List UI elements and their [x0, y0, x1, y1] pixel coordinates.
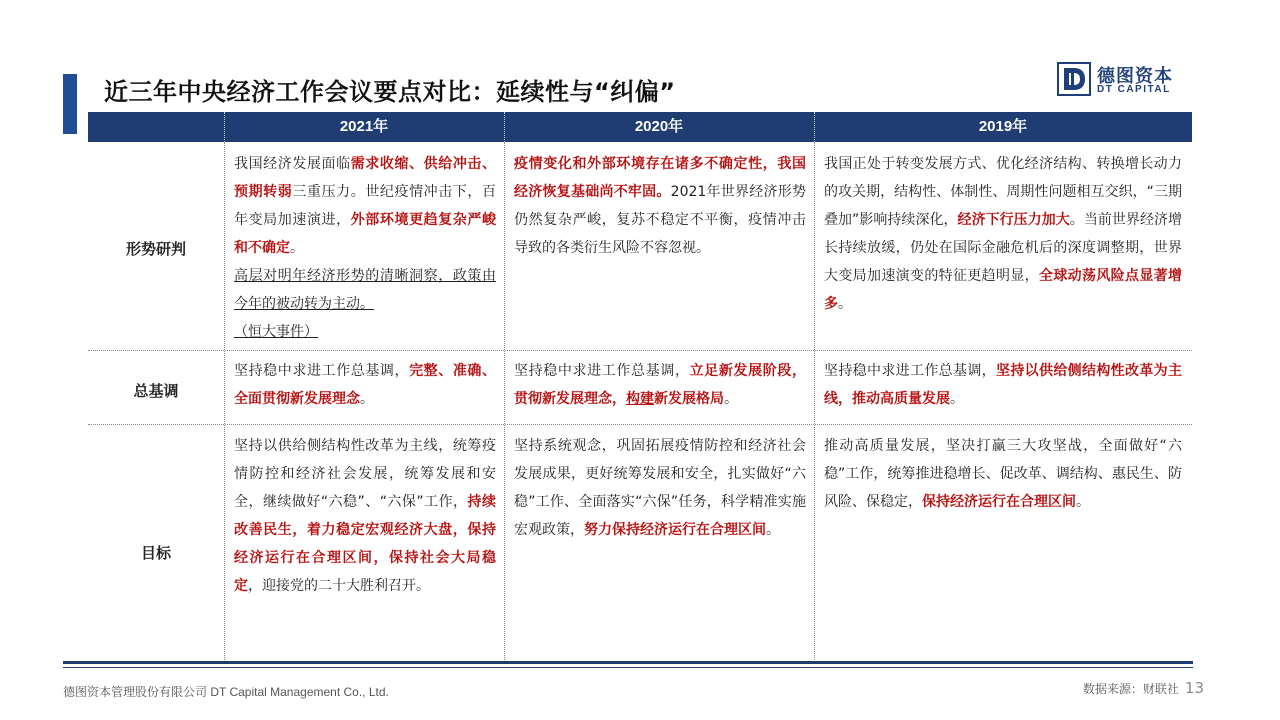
title-accent-bar	[63, 74, 77, 134]
table-header	[88, 112, 1192, 142]
logo-text-en: DT CAPITAL	[1097, 84, 1171, 95]
table-cell	[824, 150, 1182, 318]
cell-text: 坚持系统观念，巩固拓展疫情防控和经济社会发展成果，更好统筹发展和安全，扎实做好“六稳”工作、全面落实“六保”任务，科学精准实施宏观政策，	[514, 438, 806, 538]
cell-text: 。	[1076, 494, 1090, 510]
column-divider	[224, 142, 225, 664]
table-cell	[824, 432, 1182, 516]
highlight-text: 新发展格局	[654, 391, 724, 407]
highlight-text: 坚持以供给侧结构性改革为主线，推动高质量发展	[824, 363, 1182, 407]
row-label-keynote: 总基调	[133, 382, 179, 400]
highlight-text: 外部环境更趋复杂严峻和不确定	[234, 212, 497, 256]
column-header-2020: 2020年	[634, 118, 684, 135]
cell-text: 推动高质量发展，坚决打赢三大攻坚战，全面做好“六稳”工作，统筹推进稳增长、促改革、调结构、惠民生、防风险、保稳定，	[824, 438, 1182, 510]
logo	[1057, 62, 1187, 98]
highlight-text: 全球动荡风险点显著增多	[824, 268, 1182, 312]
footer-rule	[63, 661, 1193, 664]
row-divider	[88, 350, 1192, 351]
header-divider	[814, 112, 815, 142]
cell-text: 。	[360, 391, 374, 407]
highlight-text: 疫情变化和外部环境存在诸多不确定性，我国经济恢复基础尚不牢固。	[514, 156, 806, 200]
cell-text: 。	[724, 391, 738, 407]
logo-text-cn: 德图资本	[1097, 66, 1173, 87]
row-label-goal: 目标	[140, 544, 171, 562]
highlight-text: 保持经济运行在合理区间	[922, 494, 1076, 510]
highlight-text: 持续改善民生，着力稳定宏观经济大盘，保持经济运行在合理区间，保持社会大局稳定	[234, 494, 497, 594]
source-text: 数据来源：财联社	[1082, 682, 1179, 696]
cell-text: 。	[290, 240, 304, 256]
page-number: 13	[1184, 679, 1204, 697]
table-cell	[234, 150, 496, 346]
column-header-2019: 2019年	[978, 118, 1028, 135]
row-label-situation: 形势研判	[125, 240, 186, 258]
cell-text: 坚持稳中求进工作总基调，	[514, 363, 690, 379]
highlight-text: 需求收缩、供给冲击、预期转弱	[234, 156, 497, 200]
dt-logo-icon	[1057, 62, 1091, 96]
highlight-text: 完整、准确、全面贯彻新发展理念	[234, 363, 497, 407]
table-cell	[514, 432, 806, 544]
footer-company: 德图资本管理股份有限公司 DT Capital Management Co., Ltd.	[63, 685, 389, 699]
cell-text: 。当前世界经济增长持续放缓，仍处在国际金融危机后的深度调整期，世界大变局加速演变的特征更趋明显，	[824, 212, 1183, 284]
highlight-text: 立足新发展阶段，贯彻新发展理念，	[514, 363, 807, 407]
cell-text: 。	[950, 391, 964, 407]
table-cell	[234, 432, 496, 600]
cell-text: 坚持以供给侧结构性改革为主线，统筹疫情防控和经济社会发展，统筹发展和安全，继续做好“六稳”、“六保”工作，	[234, 438, 496, 510]
cell-text: 高层对明年经济形势的清晰洞察，政策由今年的被动转为主动。	[234, 268, 496, 312]
cell-text: 。	[766, 522, 780, 538]
footer-rule-thin	[63, 667, 1193, 668]
cell-text: 。	[838, 296, 852, 312]
table-cell	[514, 150, 806, 262]
table-cell	[234, 357, 496, 413]
cell-text: 我国正处于转变发展方式、优化经济结构、转换增长动力的攻关期，结构性、体制性、周期性问题相互交织，“三期叠加”影响持续深化，	[824, 156, 1182, 228]
highlight-text: 努力保持经济运行在合理区间	[584, 522, 766, 538]
table-cell	[824, 357, 1182, 413]
cell-text: 坚持稳中求进工作总基调，	[234, 363, 410, 379]
footer-source	[1083, 679, 1204, 697]
header-divider	[224, 112, 225, 142]
cell-text: 三重压力。世纪疫情冲击下，百年变局加速演进，	[234, 184, 497, 228]
header-divider	[504, 112, 505, 142]
cell-text: （恒大事件）	[234, 324, 318, 340]
comparison-table	[88, 112, 1192, 664]
cell-text: 我国经济发展面临	[234, 156, 351, 172]
cell-text: 坚持稳中求进工作总基调，	[824, 363, 996, 379]
highlight-text: 经济下行压力加大	[957, 212, 1070, 228]
table-cell	[514, 357, 806, 413]
page-title: 近三年中央经济工作会议要点对比：延续性与“纠偏”	[104, 78, 676, 106]
cell-text: 2021年世界经济形势仍然复杂严峻，复苏不稳定不平衡，疫情冲击导致的各类衍生风险不容忽视。	[514, 184, 806, 256]
column-header-2021: 2021年	[339, 118, 389, 135]
highlight-text: 构建	[626, 391, 654, 407]
row-divider	[88, 424, 1192, 425]
column-divider	[814, 142, 815, 664]
cell-text: ，迎接党的二十大胜利召开。	[248, 578, 430, 594]
column-divider	[504, 142, 505, 664]
